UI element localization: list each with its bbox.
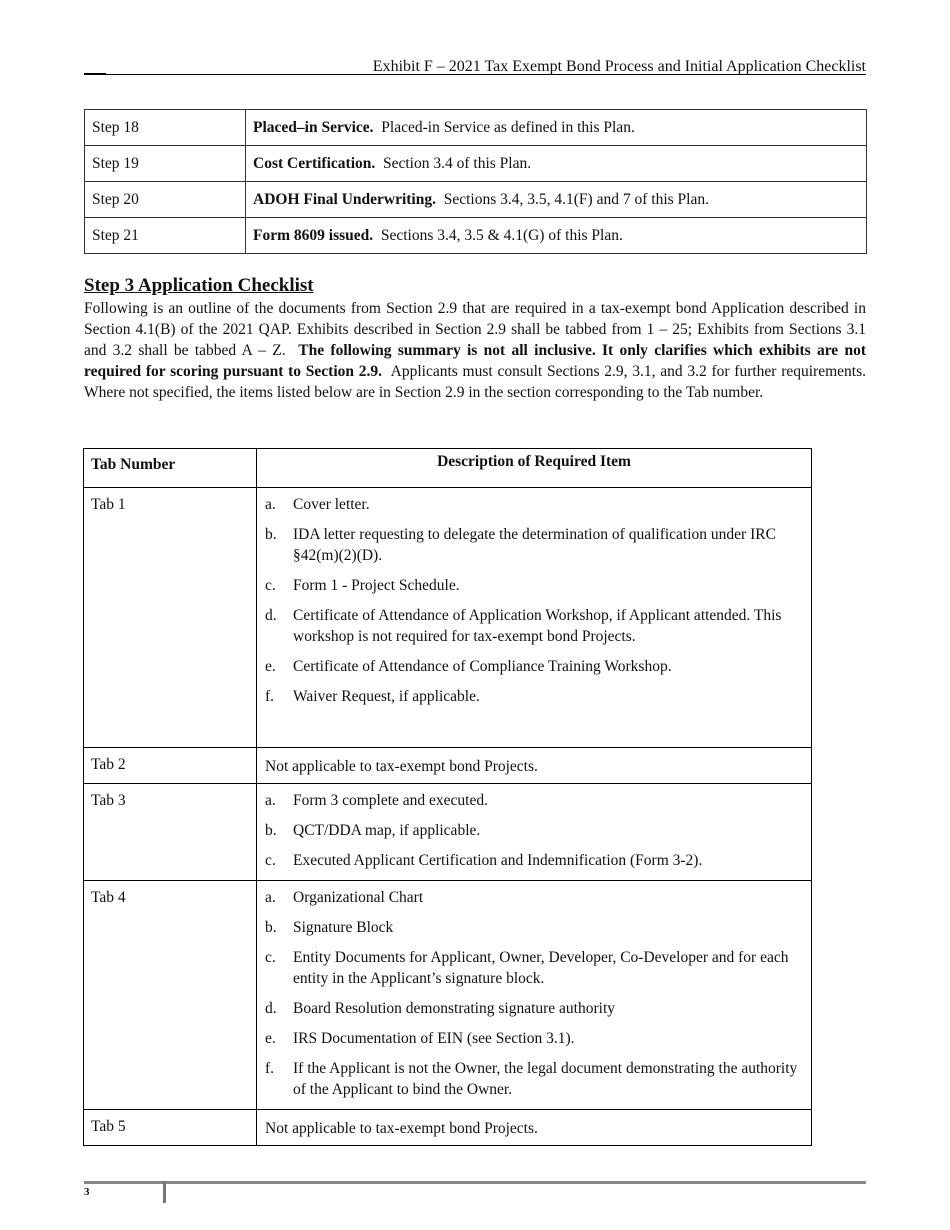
step-label: Step 21	[85, 218, 246, 254]
page-header	[84, 58, 866, 75]
list-item	[265, 494, 807, 515]
item-letter: c.	[265, 852, 276, 869]
footer-divider	[163, 1181, 166, 1203]
item-text: QCT/DDA map, if applicable.	[293, 822, 481, 839]
table-row-tab-2	[84, 748, 812, 784]
list-item	[265, 820, 807, 841]
tab-label: Tab 5	[84, 1110, 257, 1146]
step-text: Placed-in Service as defined in this Plan.	[381, 118, 635, 136]
item-text: Entity Documents for Applicant, Owner, Developer, Co-Developer and for each entity in the Applicant’s signature block.	[293, 949, 789, 987]
list-item	[265, 1028, 807, 1049]
step-title: Cost Certification.	[253, 154, 376, 172]
item-letter: a.	[265, 889, 276, 906]
tab-description	[257, 488, 812, 748]
intro-text-continued: Applicants must consult Sections 2.9, 3.1, and 3.2 for further requirements. Where not specified, the items listed below are in Section 2.9 in the section corresponding to the Tab number.	[84, 363, 866, 401]
list-item	[265, 917, 807, 938]
footer-rule	[84, 1181, 866, 1184]
item-text: IDA letter requesting to delegate the determination of qualification under IRC §42(m)(2)(D).	[293, 526, 776, 564]
header-title: Exhibit F – 2021 Tax Exempt Bond Process and Initial Application Checklist	[372, 58, 866, 75]
step-text: Sections 3.4, 3.5 & 4.1(G) of this Plan.	[380, 226, 623, 244]
list-item	[265, 790, 807, 811]
tab-description	[257, 784, 812, 881]
list-item	[265, 656, 807, 677]
item-text: Form 1 - Project Schedule.	[293, 577, 460, 594]
step-title: ADOH Final Underwriting.	[253, 190, 436, 208]
item-list	[265, 887, 807, 1100]
header-rule-accent	[84, 73, 106, 75]
tab-description	[257, 881, 812, 1110]
tab-label: Tab 3	[84, 784, 257, 881]
page-number: 3	[84, 1186, 90, 1198]
tab-description	[257, 748, 812, 784]
tab-label: Tab 4	[84, 881, 257, 1110]
step-description	[246, 218, 867, 254]
item-text: Not applicable to tax-exempt bond Projects.	[265, 1120, 538, 1137]
step-text: Section 3.4 of this Plan.	[383, 154, 532, 172]
item-letter: a.	[265, 496, 276, 513]
list-item	[265, 850, 807, 871]
item-letter: c.	[265, 949, 276, 966]
item-letter: b.	[265, 822, 277, 839]
step-description	[246, 182, 867, 218]
table-row-tab-4	[84, 881, 812, 1110]
intro-bold-text: The following summary is not all inclusive. It only clarifies which exhibits are not required for scoring pursuant to Section 2.9.	[84, 342, 866, 380]
item-letter: e.	[265, 1030, 276, 1047]
table-row	[85, 218, 867, 254]
item-text: Certificate of Attendance of Application Workshop, if Applicant attended. This workshop is not required for tax-exempt bond Projects.	[293, 607, 782, 645]
tab-label: Tab 1	[84, 488, 257, 748]
list-item	[265, 605, 807, 647]
column-header-tab-number: Tab Number	[84, 449, 257, 488]
item-text: Organizational Chart	[293, 889, 424, 906]
item-list	[265, 494, 807, 707]
item-text: If the Applicant is not the Owner, the legal document demonstrating the authority of the Applicant to bind the Owner.	[293, 1060, 798, 1098]
table-row-tab-3	[84, 784, 812, 881]
step-title: Form 8609 issued.	[253, 226, 374, 244]
item-letter: b.	[265, 919, 277, 936]
list-item	[265, 686, 807, 707]
table-row-tab-5	[84, 1110, 812, 1146]
item-list	[265, 790, 807, 871]
list-item	[265, 887, 807, 908]
tab-description	[257, 1110, 812, 1146]
item-letter: a.	[265, 792, 276, 809]
item-letter: d.	[265, 1000, 277, 1017]
table-row	[85, 146, 867, 182]
item-text: Form 3 complete and executed.	[293, 792, 488, 809]
column-header-description: Description of Required Item	[257, 449, 812, 488]
item-text: Executed Applicant Certification and Indemnification (Form 3-2).	[293, 852, 703, 869]
item-letter: f.	[265, 1060, 275, 1077]
step-label: Step 19	[85, 146, 246, 182]
item-letter: d.	[265, 607, 277, 624]
list-item	[265, 998, 807, 1019]
section-title: Step 3 Application Checklist	[84, 275, 314, 296]
step-label: Step 18	[85, 110, 246, 146]
list-item	[265, 575, 807, 596]
table-row	[85, 110, 867, 146]
item-text: Not applicable to tax-exempt bond Projects.	[265, 758, 538, 775]
checklist-table	[83, 448, 812, 1146]
table-row	[85, 182, 867, 218]
item-text: Signature Block	[293, 919, 394, 936]
table-header-row	[84, 449, 812, 488]
item-text: IRS Documentation of EIN (see Section 3.1).	[293, 1030, 575, 1047]
step-description	[246, 110, 867, 146]
item-text: Cover letter.	[293, 496, 370, 513]
table-row-tab-1	[84, 488, 812, 748]
list-item	[265, 947, 807, 989]
step-description	[246, 146, 867, 182]
item-text: Board Resolution demonstrating signature authority	[293, 1000, 616, 1017]
item-text: Waiver Request, if applicable.	[293, 688, 480, 705]
intro-text: Following is an outline of the documents from Section 2.9 that are required in a tax-exempt bond Application described in Section 4.1(B) of the 2021 QAP. Exhibits described in Section 2.9 shall be tabbed from 1 – 25; Exhibits from Sections 3.1 and 3.2 shall be tabbed A – Z.	[84, 300, 866, 359]
tab-label: Tab 2	[84, 748, 257, 784]
item-letter: f.	[265, 688, 275, 705]
item-letter: c.	[265, 577, 276, 594]
list-item	[265, 524, 807, 566]
step-title: Placed–in Service.	[253, 118, 374, 136]
step-label: Step 20	[85, 182, 246, 218]
list-item	[265, 1058, 807, 1100]
item-letter: e.	[265, 658, 276, 675]
step-text: Sections 3.4, 3.5, 4.1(F) and 7 of this Plan.	[443, 190, 709, 208]
item-text: Certificate of Attendance of Compliance Training Workshop.	[293, 658, 672, 675]
intro-paragraph	[84, 298, 866, 403]
steps-table	[84, 109, 867, 254]
item-letter: b.	[265, 526, 277, 543]
